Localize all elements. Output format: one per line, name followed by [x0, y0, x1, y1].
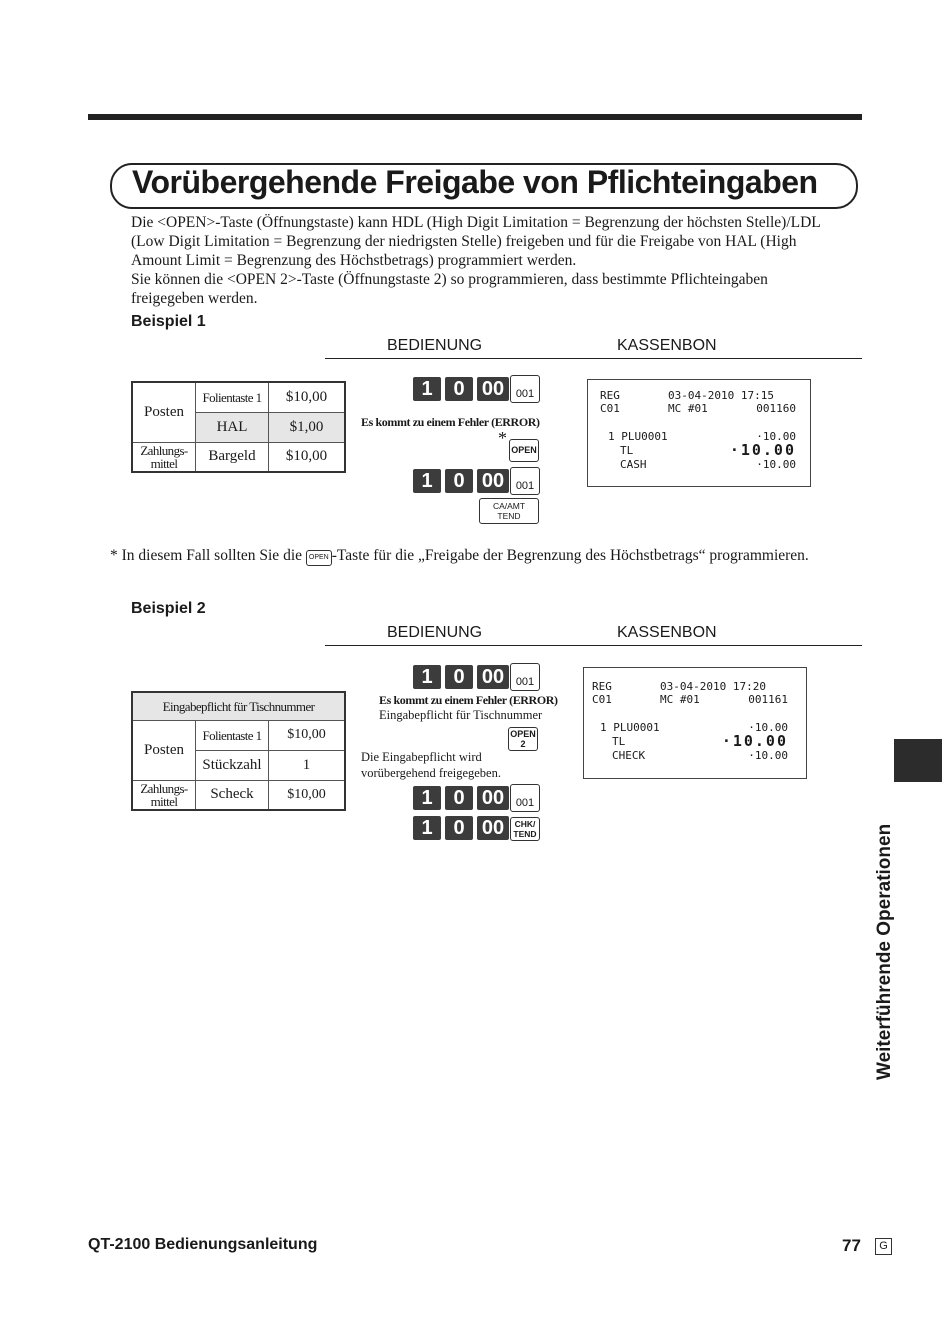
- footer-language-badge: G: [875, 1238, 892, 1255]
- key-00: 00: [477, 786, 509, 810]
- receipt-total-label: TL: [612, 735, 626, 748]
- payment-cell: Bargeld: [196, 442, 269, 472]
- intro-line-5: freigegeben werden.: [131, 290, 258, 307]
- open-key: OPEN: [509, 439, 539, 462]
- footnote-text-post: -Taste für die „Freigabe der Begrenzung des Höchstbetrags“ programmieren.: [331, 547, 809, 564]
- key-00: 00: [477, 469, 509, 493]
- chapter-tab-marker: [894, 739, 942, 782]
- dept-key-001: [510, 467, 540, 495]
- dept-key-001: [510, 375, 540, 403]
- key-0: 0: [445, 377, 473, 401]
- qty-cell: Stückzahl: [196, 750, 269, 780]
- example1-operation-header: BEDIENUNG: [387, 337, 483, 354]
- payment-label-cell: [132, 442, 196, 472]
- key-00: 00: [477, 816, 509, 840]
- receipt-clerk: C01: [592, 693, 612, 706]
- receipt-tender-amount: ·10.00: [748, 749, 788, 762]
- footer-page-number: 77: [842, 1236, 861, 1255]
- hal-cell: HAL: [196, 412, 269, 442]
- example2-operation-header: BEDIENUNG: [387, 624, 483, 641]
- open2-key: [508, 727, 538, 751]
- payment-label-cell: [132, 780, 196, 810]
- ca-amt-label: CA/AMT: [492, 501, 526, 511]
- receipt-total-label: TL: [620, 444, 634, 457]
- key-0: 0: [445, 469, 473, 493]
- example2-receipt-header: KASSENBON: [617, 624, 717, 641]
- chk-tend-key: [510, 817, 540, 841]
- payment-value: $10,00: [269, 442, 346, 472]
- key-0: 0: [445, 665, 473, 689]
- chk-tend-label: TEND: [513, 829, 537, 839]
- hal-value: $1,00: [269, 412, 346, 442]
- folientaste-value: $10,00: [269, 720, 346, 750]
- footnote: [110, 547, 809, 566]
- payment-cell: Scheck: [196, 780, 269, 810]
- example1-header-rule: [325, 358, 862, 359]
- tend-label: TEND: [497, 511, 521, 521]
- receipt-item-amount: ·10.00: [756, 430, 796, 443]
- receipt-total: ·10.00: [721, 732, 788, 750]
- dept-key-label: 001: [515, 480, 535, 492]
- table-requirement-header: Eingabepflicht für Tischnummer: [132, 692, 345, 720]
- key-00: 00: [477, 377, 509, 401]
- receipt-reg: REG: [592, 680, 612, 693]
- payment-label-line-2: mittel: [150, 793, 178, 809]
- error-sub-note: Eingabepflicht für Tischnummer: [379, 708, 543, 722]
- top-rule: [88, 114, 862, 120]
- receipt-tender-label: CASH: [620, 458, 647, 471]
- receipt-item-amount: ·10.00: [748, 721, 788, 734]
- receipt-machine: MC #01: [660, 693, 700, 706]
- receipt-number: 001161: [748, 693, 788, 706]
- footnote-star: *: [498, 428, 507, 448]
- key-0: 0: [445, 816, 473, 840]
- intro-line-1: Die <OPEN>-Taste (Öffnungstaste) kann HDL (High Digit Limitation = Begrenzung der höchsten Stelle)/LDL: [131, 214, 821, 231]
- example1-receipt: [587, 379, 811, 487]
- page-title: Vorübergehende Freigabe von Pflichteingaben: [132, 164, 818, 200]
- example2-heading: Beispiel 2: [131, 600, 206, 617]
- key-1: 1: [413, 665, 441, 689]
- receipt-datetime: 03-04-2010 17:20: [660, 680, 766, 693]
- intro-line-3: Amount Limit = Begrenzung des Höchstbetrags) programmiert werden.: [131, 252, 577, 269]
- ca-amt-tend-key: [479, 498, 539, 524]
- key-1: 1: [413, 816, 441, 840]
- receipt-reg: REG: [600, 389, 620, 402]
- open2-label: OPEN: [510, 729, 536, 739]
- released-note-2: vorübergehend freigegeben.: [361, 766, 501, 780]
- receipt-datetime: 03-04-2010 17:15: [668, 389, 774, 402]
- example1-spec-table: [131, 381, 346, 473]
- payment-value: $10,00: [269, 780, 346, 810]
- qty-value: 1: [269, 750, 346, 780]
- receipt-number: 001160: [756, 402, 796, 415]
- intro-line-2: (Low Digit Limitation = Begrenzung der niedrigsten Stelle) freigeben und für die Freigabe von HAL (High: [131, 233, 797, 250]
- released-note-1: Die Eingabepflicht wird: [361, 750, 482, 764]
- folientaste-cell: Folientaste 1: [196, 382, 269, 412]
- chk-label: CHK/: [514, 819, 536, 829]
- folientaste-cell: Folientaste 1: [196, 720, 269, 750]
- dept-key-label: 001: [515, 797, 535, 809]
- dept-key-label: 001: [515, 388, 535, 400]
- key-1: 1: [413, 786, 441, 810]
- key-0: 0: [445, 786, 473, 810]
- receipt-item: 1 PLU0001: [600, 721, 660, 734]
- example2-spec-table: [131, 691, 346, 811]
- error-note: Es kommt zu einem Fehler (ERROR): [379, 693, 558, 707]
- example2-receipt: [583, 667, 807, 779]
- dept-key-label: 001: [515, 676, 535, 688]
- example1-heading: Beispiel 1: [131, 313, 206, 330]
- receipt-tender-label: CHECK: [612, 749, 646, 762]
- footnote-open-key: OPEN: [306, 550, 332, 566]
- folientaste-value: $10,00: [269, 382, 346, 412]
- receipt-machine: MC #01: [668, 402, 708, 415]
- dept-key-001: [510, 784, 540, 812]
- key-00: 00: [477, 665, 509, 689]
- payment-label-line-2: mittel: [150, 455, 178, 471]
- receipt-tender-amount: ·10.00: [756, 458, 796, 471]
- example2-header-rule: [325, 645, 862, 646]
- key-1: 1: [413, 377, 441, 401]
- receipt-item: 1 PLU0001: [608, 430, 668, 443]
- receipt-clerk: C01: [600, 402, 620, 415]
- payment-label-line-1: Zahlungs-: [140, 442, 188, 458]
- chapter-side-label: Weiterführende Operationen: [874, 823, 895, 1080]
- footnote-text-pre: * In diesem Fall sollten Sie die: [110, 547, 303, 564]
- dept-key-001: [510, 663, 540, 691]
- intro-line-4: Sie können die <OPEN 2>-Taste (Öffnungstaste 2) so programmieren, dass bestimmte Pflichteingaben: [131, 271, 768, 288]
- open2-number: 2: [520, 739, 526, 749]
- footer-manual-title: QT-2100 Bedienungsanleitung: [88, 1236, 318, 1253]
- receipt-total: ·10.00: [729, 441, 796, 459]
- posten-cell: Posten: [132, 382, 196, 442]
- example1-receipt-header: KASSENBON: [617, 337, 717, 354]
- payment-label-line-1: Zahlungs-: [140, 780, 188, 796]
- posten-cell: Posten: [132, 720, 196, 780]
- key-1: 1: [413, 469, 441, 493]
- error-note: Es kommt zu einem Fehler (ERROR): [361, 415, 540, 429]
